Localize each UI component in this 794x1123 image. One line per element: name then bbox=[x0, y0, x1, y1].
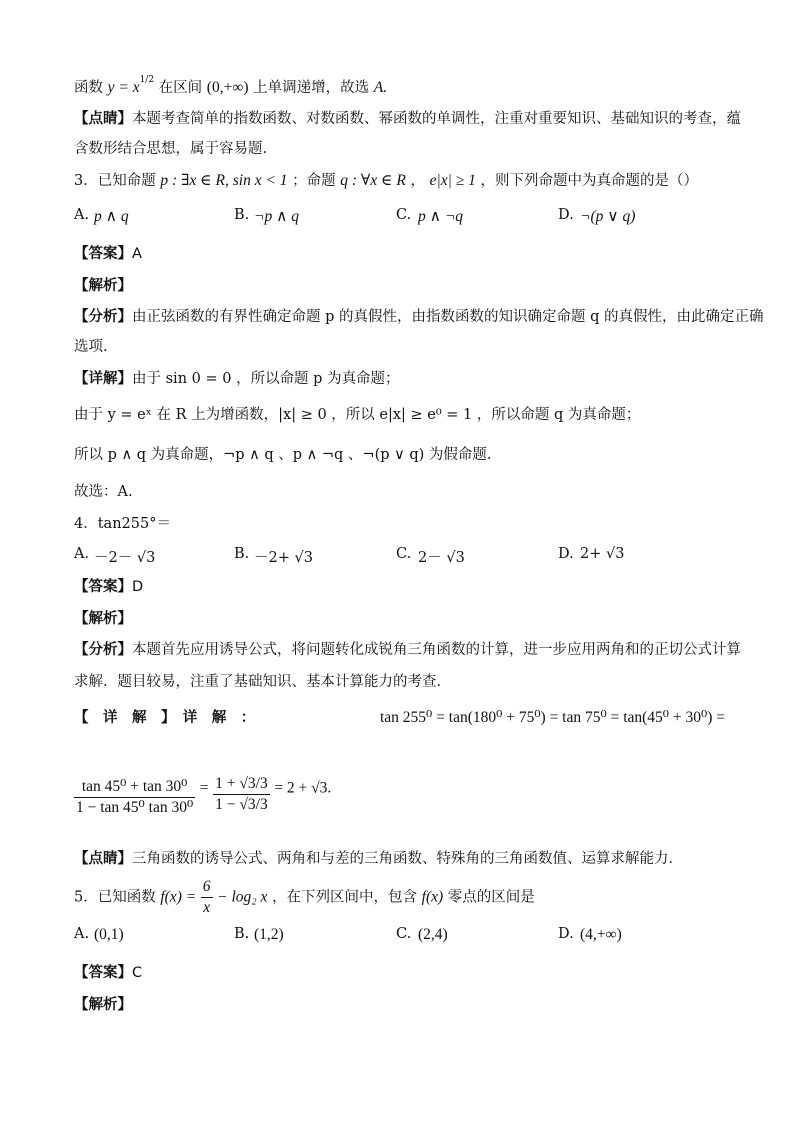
detail-label: 【详解】 bbox=[74, 370, 132, 387]
remark-text: 含数形结合思想，属于容易题. bbox=[74, 141, 268, 157]
exponent: 1/2 bbox=[139, 75, 155, 85]
option-b: ¬p ∧ q bbox=[254, 208, 300, 225]
text: ， bbox=[410, 173, 425, 189]
q4-detail bbox=[74, 708, 724, 728]
text: ，在下列区间中，包含 bbox=[272, 889, 418, 906]
proposition-p: p : ∃x ∈ R, sin x < 1 bbox=[160, 172, 288, 189]
log-term: − log₂ x bbox=[217, 888, 268, 906]
answer-label: 【答案】 bbox=[74, 245, 132, 262]
fenxi-text: 本题首先应用诱导公式，将问题转化成锐角三角函数的计算，进一步应用两角和的正切公式计算 bbox=[132, 642, 741, 658]
fenxi-label: 【分析】 bbox=[74, 641, 132, 658]
option-label: D. bbox=[558, 207, 574, 223]
formula: y = x bbox=[107, 78, 140, 96]
text: 3．已知命题 bbox=[74, 173, 156, 189]
analysis-heading: 【解析】 bbox=[74, 610, 132, 627]
q3-stem bbox=[74, 171, 698, 191]
option-label: A. bbox=[74, 207, 90, 223]
option-label: B. bbox=[234, 207, 250, 223]
q4-answer bbox=[74, 577, 143, 597]
q3-detail-1 bbox=[74, 369, 400, 389]
option-d: (4,+∞) bbox=[580, 926, 622, 943]
answer-value: C bbox=[132, 965, 143, 981]
numerator: 6 bbox=[201, 877, 213, 898]
fenxi-text: 由正弦函数的有界性确定命题 p 的真假性，由指数函数的知识确定命题 q 的真假性，由此确定正确 bbox=[132, 309, 764, 325]
q4-fraction-line bbox=[74, 752, 331, 832]
analysis-heading: 【解析】 bbox=[74, 277, 132, 294]
formula: e|x| ≥ 1 bbox=[429, 172, 476, 189]
option-label: C. bbox=[396, 926, 412, 942]
q3-answer bbox=[74, 244, 142, 264]
fenxi-text-cont: 选项. bbox=[74, 339, 108, 355]
denominator: 1 − √3/3 bbox=[215, 796, 268, 813]
option-label: C. bbox=[396, 207, 412, 223]
function-f: f(x) = bbox=[160, 888, 197, 906]
text: ；命题 bbox=[292, 173, 336, 189]
option-label: D. bbox=[558, 546, 574, 562]
fraction-2 bbox=[213, 752, 270, 825]
numerator: tan 45⁰ + tan 30⁰ bbox=[74, 777, 195, 798]
option-label: C. bbox=[396, 546, 412, 562]
equals: = bbox=[199, 779, 209, 797]
numerator: 1 + √3/3 bbox=[213, 752, 270, 795]
fraction-1 bbox=[74, 777, 195, 818]
text: 函数 bbox=[74, 79, 103, 96]
option-d: 2+ √3 bbox=[580, 546, 625, 562]
analysis-heading: 【解析】 bbox=[74, 996, 132, 1013]
interval: (0,+∞) bbox=[206, 78, 249, 96]
q3-detail-3: 所以 p ∧ q 为真命题，¬p ∧ q 、p ∧ ¬q 、¬(p ∨ q) 为假命题. bbox=[74, 447, 492, 463]
option-a: －2－ √3 bbox=[94, 550, 156, 566]
text: 5．已知函数 bbox=[74, 889, 156, 906]
q2-remark-cont bbox=[74, 139, 267, 159]
detail-label: 【 详 解 】 详 解 ： bbox=[74, 709, 256, 726]
option-c: (2,4) bbox=[418, 926, 448, 943]
text: 在区间 bbox=[158, 79, 203, 96]
q5-stem bbox=[74, 877, 535, 916]
text: 零点的区间是 bbox=[447, 889, 535, 906]
q3-fenxi bbox=[74, 307, 764, 327]
answer-value: D bbox=[132, 579, 144, 595]
option-label: A. bbox=[74, 546, 90, 562]
option-label: A. bbox=[74, 926, 90, 942]
detail-text: 由于 sin 0 = 0 ，所以命题 p 为真命题； bbox=[132, 371, 400, 387]
option-b: (1,2) bbox=[254, 926, 284, 943]
q4-stem: 4．tan255°＝ bbox=[74, 516, 171, 532]
q3-detail-4: 故选：A. bbox=[74, 484, 133, 500]
answer-label: 【答案】 bbox=[74, 964, 132, 981]
option-d: ¬(p ∨ q) bbox=[580, 208, 636, 225]
option-c: p ∧ ¬q bbox=[418, 208, 464, 225]
option-label: B. bbox=[234, 926, 250, 942]
remark-label: 【点睛】 bbox=[74, 850, 132, 867]
answer-label: 【答案】 bbox=[74, 578, 132, 595]
proposition-q: q : ∀x ∈ R bbox=[340, 172, 406, 189]
text: 上单调递增，故选 bbox=[253, 79, 370, 96]
q2-conclusion bbox=[74, 74, 387, 98]
choice: A. bbox=[373, 78, 388, 96]
denominator: x bbox=[203, 899, 211, 916]
option-c: 2－ √3 bbox=[418, 550, 465, 566]
detail-equation: tan 255⁰ = tan(180⁰ + 75⁰) = tan 75⁰ = tan(45⁰ + 30⁰) = bbox=[380, 709, 725, 726]
denominator: 1 − tan 45⁰ tan 30⁰ bbox=[76, 799, 194, 816]
option-a: p ∧ q bbox=[94, 208, 129, 225]
option-label: B. bbox=[234, 546, 250, 562]
q2-remark bbox=[74, 109, 741, 129]
function-f: f(x) bbox=[421, 888, 444, 906]
q4-remark bbox=[74, 849, 683, 869]
option-label: D. bbox=[558, 926, 574, 942]
q5-answer bbox=[74, 963, 142, 983]
fenxi-text-cont: 求解．题目较易，注重了基础知识、基本计算能力的考查． bbox=[74, 674, 451, 690]
option-b: －2+ √3 bbox=[254, 550, 313, 566]
q4-fenxi bbox=[74, 640, 741, 660]
option-a: (0,1) bbox=[94, 926, 124, 943]
remark-text: 三角函数的诱导公式、两角和与差的三角函数、特殊角的三角函数值、运算求解能力． bbox=[132, 851, 683, 867]
remark-text: 本题考查简单的指数函数、对数函数、幂函数的单调性，注重对重要知识、基础知识的考查，蕴 bbox=[132, 111, 741, 127]
remark-label: 【点睛】 bbox=[74, 110, 132, 127]
text: ，则下列命题中为真命题的是（） bbox=[480, 173, 698, 189]
answer-value: A bbox=[132, 246, 142, 262]
fenxi-label: 【分析】 bbox=[74, 308, 132, 325]
result: = 2 + √3. bbox=[274, 779, 332, 797]
q3-detail-2: 由于 y = eˣ 在 R 上为增函数，|x| ≥ 0 ，所以 e|x| ≥ e⁰ = 1 ，所以命题 q 为真命题； bbox=[74, 407, 641, 423]
fraction bbox=[201, 877, 213, 918]
